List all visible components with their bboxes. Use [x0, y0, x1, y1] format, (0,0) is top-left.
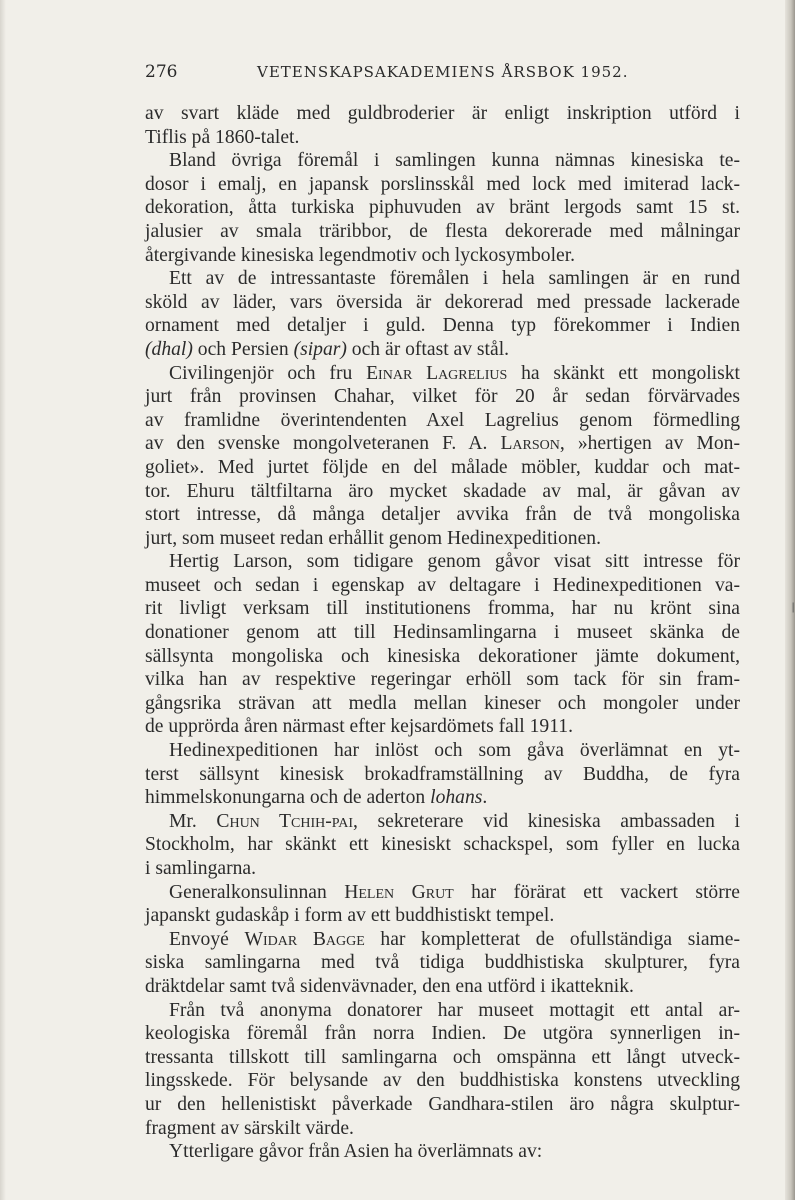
text-line: keologiska föremål från norra Indien. De utgöra synnerligen in-: [145, 1023, 740, 1045]
text-line: stort intresse, då många detaljer avvika från de två mongoliska: [145, 504, 740, 526]
text-line: Hedinexpeditionen har inlöst och som gåva överlämnat en yt-: [169, 740, 740, 762]
text-line: lingsskede. För belysande av den buddhistiska konstens utveckling: [145, 1070, 740, 1092]
text-line: museet och sedan i egenskap av deltagare i Hedinexpeditionen va-: [145, 574, 740, 596]
text-line: tressanta tillskott till samlingarna och omspänna ett långt utveck-: [145, 1046, 740, 1068]
text-line: ur den hellenistiskt påverkade Gandhara-stilen äro några skulptur-: [145, 1093, 740, 1115]
text-line: återgivande kinesiska legendmotiv och lyckosymboler.: [145, 244, 576, 266]
text-line: i samlingarna.: [145, 858, 256, 879]
text-line: av framlidne överintendenten Axel Lagrelius genom förmedling: [145, 409, 740, 431]
text-line: ornament med detaljer i guld. Denna typ förekommer i Indien: [145, 315, 740, 337]
text-line: dräktdelar samt två sidenvävnader, den ena utförd i ikatteknik.: [145, 975, 634, 997]
margin-mark: ❘: [789, 602, 798, 613]
paragraph: [145, 881, 740, 928]
text-line: jalusier av smala träribbor, de flesta dekorerade med målningar: [145, 220, 740, 242]
text-line: himmelskonungarna och de aderton lohans.: [145, 787, 488, 809]
text-line: Civilingenjör och fru Einar Lagrelius ha skänkt ett mongoliskt: [169, 362, 740, 384]
text-line: Ytterligare gåvor från Asien ha överlämnats av:: [169, 1141, 543, 1163]
text-line: Bland övriga föremål i samlingen kunna nämnas kinesiska te-: [169, 150, 740, 172]
text-line: Tiflis på 1860-talet.: [145, 126, 300, 148]
text-line: Ett av de intressantaste föremålen i hela samlingen är en rund: [169, 268, 740, 290]
text-line: Från två anonyma donatorer har museet mottagit ett antal ar-: [169, 999, 740, 1021]
paragraph: [145, 999, 740, 1141]
text-line: goliet». Med jurtet följde en del målade möbler, kuddar och mat-: [145, 456, 740, 478]
text-line: de upprörda åren närmast efter kejsardömets fall 1911.: [145, 716, 573, 738]
text-line: terst sällsynt kinesisk brokadframställning av Buddha, de fyra: [145, 763, 740, 785]
paragraph: [145, 810, 740, 881]
page-left-edge: [0, 0, 6, 1200]
text-line: dosor i emalj, en japansk porslinsskål med lock med imiterad lack-: [145, 173, 740, 195]
text-line: jurt, som museet redan erhållit genom Hedinexpeditionen.: [145, 527, 601, 549]
text-line: (dhal) och Persien (sipar) och är oftast av stål.: [145, 338, 510, 360]
paragraph: [145, 267, 740, 361]
text-line: Generalkonsulinnan Helen Grut har förärat ett vackert större: [169, 881, 740, 903]
text-line: av svart kläde med guldbroderier är enligt inskription utförd i: [145, 103, 740, 124]
paragraph: [145, 1140, 740, 1164]
text-line: fragment av särskilt värde.: [145, 1117, 354, 1139]
text-line: sköld av läder, vars översida är dekorerad med pressade lackerade: [145, 291, 740, 313]
text-line: Stockholm, har skänkt ett kinesiskt schackspel, som fyller en lucka: [145, 834, 740, 856]
text-line: tor. Ehuru tältfiltarna äro mycket skadade av mal, är gåvan av: [145, 480, 740, 502]
text-line: sällsynta mongoliska och kinesiska dekorationer jämte dokument,: [145, 645, 740, 667]
text-line: rit livligt verksam till institutionens fromma, har nu krönt sina: [145, 598, 740, 620]
running-title: VETENSKAPSAKADEMIENS ÅRSBOK 1952.: [257, 63, 629, 81]
paragraph: [145, 362, 740, 551]
text-line: Envoyé Widar Bagge har kompletterat de ofullständiga siame-: [169, 928, 740, 950]
text-line: siska samlingarna med två tidiga buddhistiska skulpturer, fyra: [145, 952, 740, 974]
text-line: gångsrika strävan att medla mellan kineser och mongoler under: [145, 692, 740, 714]
page-header: [145, 62, 740, 88]
text-line: donationer genom att till Hedinsamlingarna i museet skänka de: [145, 622, 740, 644]
paragraph: [145, 928, 740, 999]
page-right-edge: [785, 0, 798, 1200]
page-number: 276: [145, 62, 178, 82]
text-line: dekoration, åtta turkiska piphuvuden av bränt lergods samt 15 st.: [145, 197, 740, 219]
text-line: vilka han av respektive regeringar erhöll som tack för sin fram-: [145, 669, 740, 691]
body-text: [145, 102, 740, 1164]
text-line: Hertig Larson, som tidigare genom gåvor visat sitt intresse för: [169, 551, 740, 573]
text-line: japanskt gudaskåp i form av ett buddhistiskt tempel.: [145, 905, 555, 927]
paragraph: [145, 739, 740, 810]
paragraph: [145, 149, 740, 267]
paragraph: [145, 550, 740, 739]
text-line: Mr. Chun Tchih-pai, sekreterare vid kinesiska ambassaden i: [169, 810, 741, 832]
text-line: av den svenske mongolveteranen F. A. Larson, »hertigen av Mon-: [145, 433, 741, 455]
text-line: jurt från provinsen Chahar, vilket för 20 år sedan förvärvades: [145, 386, 740, 408]
paragraph: [145, 102, 740, 149]
